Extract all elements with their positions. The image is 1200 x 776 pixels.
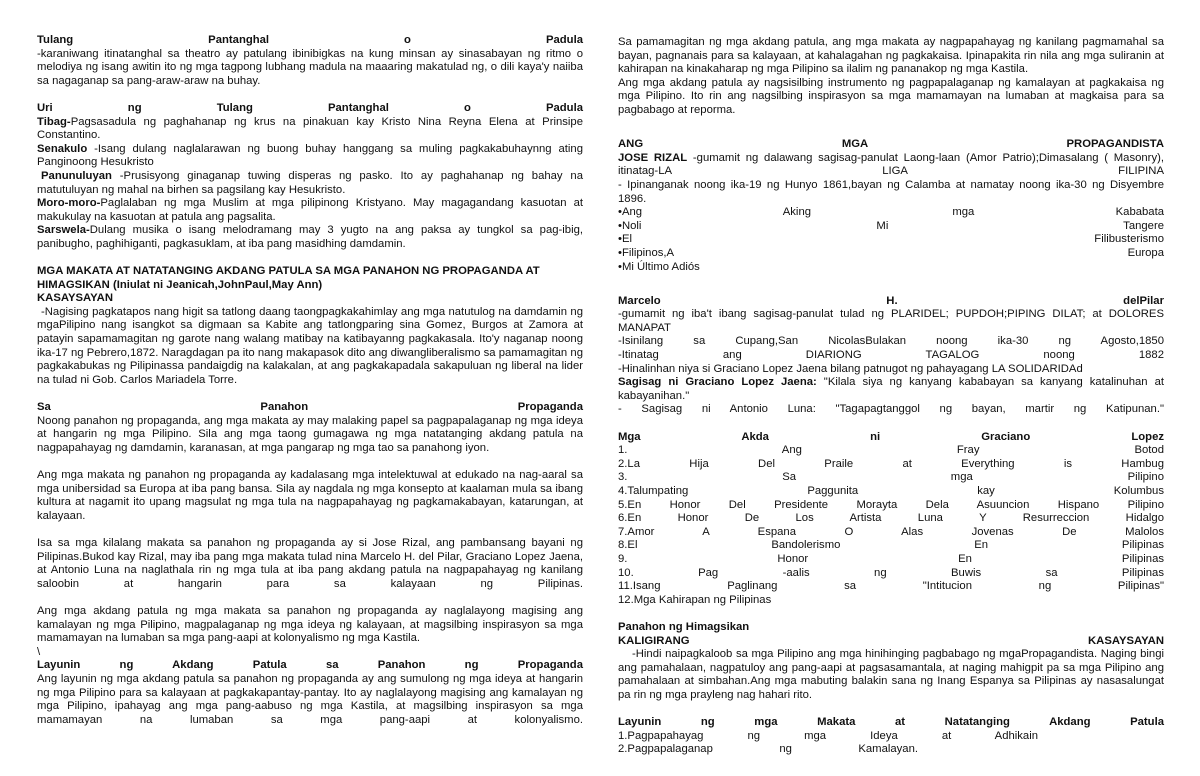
right-column [618, 36, 1164, 757]
stray-backslash: \ [37, 645, 41, 658]
pilar-replaced: -Hinalinhan niya si Graciano Lopez Jaena bilang patnugot ng pahayagang LA SOLIDARIDAd [618, 362, 1083, 375]
propaganda-paragraph-4: Ang mga akdang patula ng mga makata sa panahon ng propaganda ay naglalayong magising ang kamalayan ng mga Pilipino, magpalaganap ng mga ideya ng kalayaan, at magsilbing inspirasyon sa mga mamamayan na lumaban sa mga pang-aapi at kolonyalismo ng mga Kastila. [37, 604, 583, 645]
rizal-work: •Ang Aking mga Kababata [618, 206, 1164, 219]
rizal-birth: - Ipinanganak noong ika-19 ng Hunyo 1861,bayan ng Calamba at namatay noong ika-30 ng Disyembre 1896. [618, 178, 1164, 205]
sagisag-text: "Kilala siya ng kanyang kababayan sa kanyang katalinuhan at kabayanihan." [618, 376, 1164, 402]
heading-marcelo-del-pilar: Marcelo H. delPilar [618, 294, 1164, 307]
pilar-birth: -Isinilang sa Cupang,San NicolasBulakan noong ika-30 ng Agosto,1850 [618, 335, 1164, 348]
senakulo-text: -Isang dulang naglalarawan ng buong buhay hanggang sa muling pagkakabuhaynng ating Panginoong Hesukristo [37, 142, 583, 169]
propaganda-paragraph-3: Isa sa mga kilalang makata sa panahon ng propaganda ay si Jose Rizal, ang pambansang bayani ng Pilipinas.Bukod kay Rizal, may iba pang mga makata tulad nina Marcelo H. del Pilar, Graciano Lopez Jaena, at Antonio Luna na naglathala rin ng mga tula at iba pang akdang patula na nagpapahayag ng kanilang saloobin at hangarin para sa kalayaan ng Pilipinas. [37, 536, 583, 590]
rizal-work: •Noli Mi Tangere [618, 219, 1164, 232]
sagisag-label: Sagisag ni Graciano Lopez Jaena: [618, 376, 817, 389]
lopez-work: 8.El Bandolerismo En Pilipinas [618, 539, 1164, 552]
senakulo-term: Senakulo [37, 142, 88, 155]
heading-ang-mga-propagandista: ANG MGA PROPAGANDISTA [618, 138, 1164, 151]
akdang-patula-paragraph-2: Ang mga akdang patula ay nagsisilbing instrumento ng pagpapalaganap ng kamalayan at pagkakaisa ng mga Pilipino. Ito rin ang nagsilbing inspirasyon sa mga mamamayan na lumaban at magkaisa para sa pagbabago at reporma. [618, 76, 1164, 116]
rizal-work: •Filipinos,A Europa [618, 246, 1164, 259]
heading-panahon-ng-himagsikan: Panahon ng Himagsikan [618, 620, 750, 633]
heading-layunin-akdang-patula: Layunin ng Akdang Patula sa Panahon ng Propaganda [37, 659, 583, 672]
lopez-work: 3. Sa mga Pilipino [618, 471, 1164, 484]
senakulo-item [37, 143, 583, 170]
layunin-item-1: 1.Pagpapahayag ng mga Ideya at Adhikain [618, 729, 1038, 742]
tibag-term: Tibag- [37, 115, 71, 128]
heading-uri-ng-tulang-pantanghal: Uri ng Tulang Pantanghal o Padula [37, 101, 583, 114]
lopez-work: 10. Pag -aalis ng Buwis sa Pilipinas [618, 566, 1164, 579]
heading-mga-akda-lopez: Mga Akda ni Graciano Lopez [618, 430, 1164, 443]
pilar-pen-names: -gumamit ng iba't ibang sagisag-panulat tulad ng PLARIDEL; PUPDOH;PIPING DILAT; at DOLORES MANAPAT [618, 308, 1164, 334]
heading-tulang-pantanghal: Tulang Pantanghal o Padula [37, 34, 583, 46]
rizal-item [618, 152, 1164, 179]
heading-kasaysayan: KASAYSAYAN [37, 292, 113, 305]
rizal-work: •El Filibusterismo [618, 233, 1164, 246]
kaligirang-text: -Hindi naipagkaloob sa mga Pilipino ang mga hinihinging pagbabago ng mgaPropagandista. Naging bingi ang pamahalaan, nagpatuloy ang pang-aapi at pagsasamantala, at naging mahigpit pa sa mga Pilipino ang pamahalaan at simbahan.Ang mga mabuting balakin sana ng Inang Espanya sa Pilipinas ay nasasalungat pa rin ng mga prayleng nag hahari rito. [618, 648, 1164, 701]
panunuluyan-item [37, 170, 583, 197]
lopez-jaena-sagisag [618, 376, 1164, 403]
propaganda-paragraph-2: Ang mga makata ng panahon ng propaganda ay kadalasang mga intelektuwal at edukado na nag-aaral sa mga unibersidad sa Europa at iba pang bansa. Sila ay nagdala ng mga konsepto at kaalaman mula sa ibang kultura at nagamit ito upang magsulat ng mga tula na nagpapahayag ng pagkamakabayan, katarungan, at kalayaan. [37, 469, 583, 522]
panunuluyan-term: Panunuluyan [41, 169, 112, 182]
layunin-item-2: 2.Pagpapalaganap ng Kamalayan. [618, 743, 918, 756]
akdang-patula-paragraph-1: Sa pamamagitan ng mga akdang patula, ang mga makata ay nagpapahayag ng kanilang pagmamahal sa bayan, pagnanais para sa kalayaan, at kahalagahan ng pagkakaisa. Ipinapakita rin nila ang mga suliranin at kahirapan na kinakaharap ng mga Pilipino sa ilalim ng pananakop ng mga Kastila. [618, 36, 1164, 76]
lopez-work: 12.Mga Kahirapan ng Pilipinas [618, 593, 772, 606]
layunin-paragraph: Ang layunin ng mga akdang patula sa panahon ng propaganda ay ang sumulong ng mga ideya at hangarin ng mga Pilipino para sa kalayaan at pagkakapantay-pantay. Ito ay naglalayong magising ang kamalayan ng mga Pilipino, ipahayag ang mga pang-aabuso ng mga Kastila, at magsilbing inspirasyon sa mga mamamayan na lumaban sa mga pang-aapi at kolonyalismo. [37, 672, 583, 726]
heading-layunin-ng-mga-makata: Layunin ng mga Makata at Natatanging Akdang Patula [618, 716, 1164, 729]
kasaysayan-text: -Nagising pagkatapos nang higit sa tatlong daang taongpagkakahimlay ang mga natutulog na damdamin ng mgaPilipino nang isangkot sa digmaan sa Kabite ang tatlongparing sina Gomez, Burgos at Zamora at patayin sapamamagitan ng garote nang walang matibay na katibayanng pagkakasala. Ito'y naganap noong ika-17 ng Pebrero,1872. Naragdagan pa ito nang makapasok dito ang diwangliberalismo sa pamamagitan ng pagkakabukas ng Pilipinassa pandaigdig na kalakalan, at ang pagkakapadala sakapuluan ng liberal na lider na tulad ni Gob. Carlos Mariadela Torre. [37, 305, 583, 386]
moro-moro-item [37, 197, 583, 224]
heading-mga-makata: MGA MAKATA AT NATATANGING AKDANG PATULA SA MGA PANAHON NG PROPAGANDA AT HIMAGSIKAN (Iniulat ni Jeanicah,JohnPaul,May Ann) [37, 265, 540, 291]
pilar-founded: -Itinatag ang DIARIONG TAGALOG noong 1882 [618, 349, 1164, 362]
tibag-text: Pagsasadula ng paghahanap ng krus na pinakuan kay Kristo Nina Reyna Elena at Prinsipe Constantino. [37, 115, 583, 142]
sarswela-item [37, 224, 583, 251]
rizal-work: •Mi Último Adiós [618, 260, 700, 273]
luna-sagisag: - Sagisag ni Antonio Luna: "Tagapagtanggol ng bayan, martir ng Katipunan." [618, 403, 1164, 416]
tibag-item [37, 116, 583, 143]
rizal-text: -gumamit ng dalawang sagisag-panulat Laong-laan (Amor Patrio);Dimasalang ( Masonry), itinatag-LA LIGA FILIPINA [618, 151, 1164, 178]
lopez-work: 11.Isang Paglinang sa "Intitucion ng Pilipinas" [618, 580, 1164, 593]
lopez-work: 7.Amor A Espana O Alas Jovenas De Malolos [618, 525, 1164, 538]
lopez-work: 2.La Hija Del Praile at Everything is Hambug [618, 457, 1164, 470]
heading-kaligirang-kasaysayan: KALIGIRANG KASAYSAYAN [618, 634, 1164, 647]
left-column [37, 34, 583, 727]
rizal-name: JOSE RIZAL [618, 151, 688, 164]
lopez-work: 1. Ang Fray Botod [618, 444, 1164, 457]
panunuluyan-text: -Prusisyong ginaganap tuwing disperas ng pasko. Ito ay paghahanap ng bahay na matutuluyan ng mahal na birhen sa pagsilang kay Hesukristo. [37, 169, 583, 196]
lopez-work: 6.En Honor De Los Artista Luna Y Resurreccion Hidalgo [618, 512, 1164, 525]
lopez-work: 5.En Honor Del Presidente Morayta Dela Asuuncion Hispano Pilipino [618, 498, 1164, 511]
sarswela-term: Sarswela- [37, 224, 90, 237]
moro-moro-term: Moro-moro- [37, 197, 101, 210]
propaganda-paragraph-1: Noong panahon ng propaganda, ang mga makata ay may malaking papel sa pagpapalaganap ng mga ideya at hangarin ng mga Pilipino. Sila ang mga taong gumagawa ng mga natatanging akdang patula na nagpapahayag ng damdamin, karanasan, at mga pangarap ng mga tao sa panahong iyon. [37, 414, 583, 454]
lopez-work: 4.Talumpating Paggunita kay Kolumbus [618, 485, 1164, 497]
heading-sa-panahon-propaganda: Sa Panahon Propaganda [37, 401, 583, 414]
lopez-work: 9. Honor En Pilipinas [618, 552, 1164, 565]
moro-moro-text: Paglalaban ng mga Muslim at mga pilipinong Kristyano. May magagandang kasuotan at makukulay na kasuotan at patula ang pagsalita. [37, 197, 583, 223]
tulang-pantanghal-definition: -karaniwang itinatanghal sa theatro ay patulang ibinibigkas na kung minsan ay sinasabayan ng ritmo o melodiya ng isang awitin ito ng mga tagpong lubhang madula na maaaring makatulad ng, o dili kaya'y naiiba sa nagaganap sa pang-araw-araw na buhay. [37, 47, 583, 87]
sarswela-text: Dulang musika o isang melodramang may 3 yugto na ang paksa ay tungkol sa pag-ibig, panibugho, paghihiganti, pagkasuklam, at iba pang masidhing damdamin. [37, 224, 583, 250]
